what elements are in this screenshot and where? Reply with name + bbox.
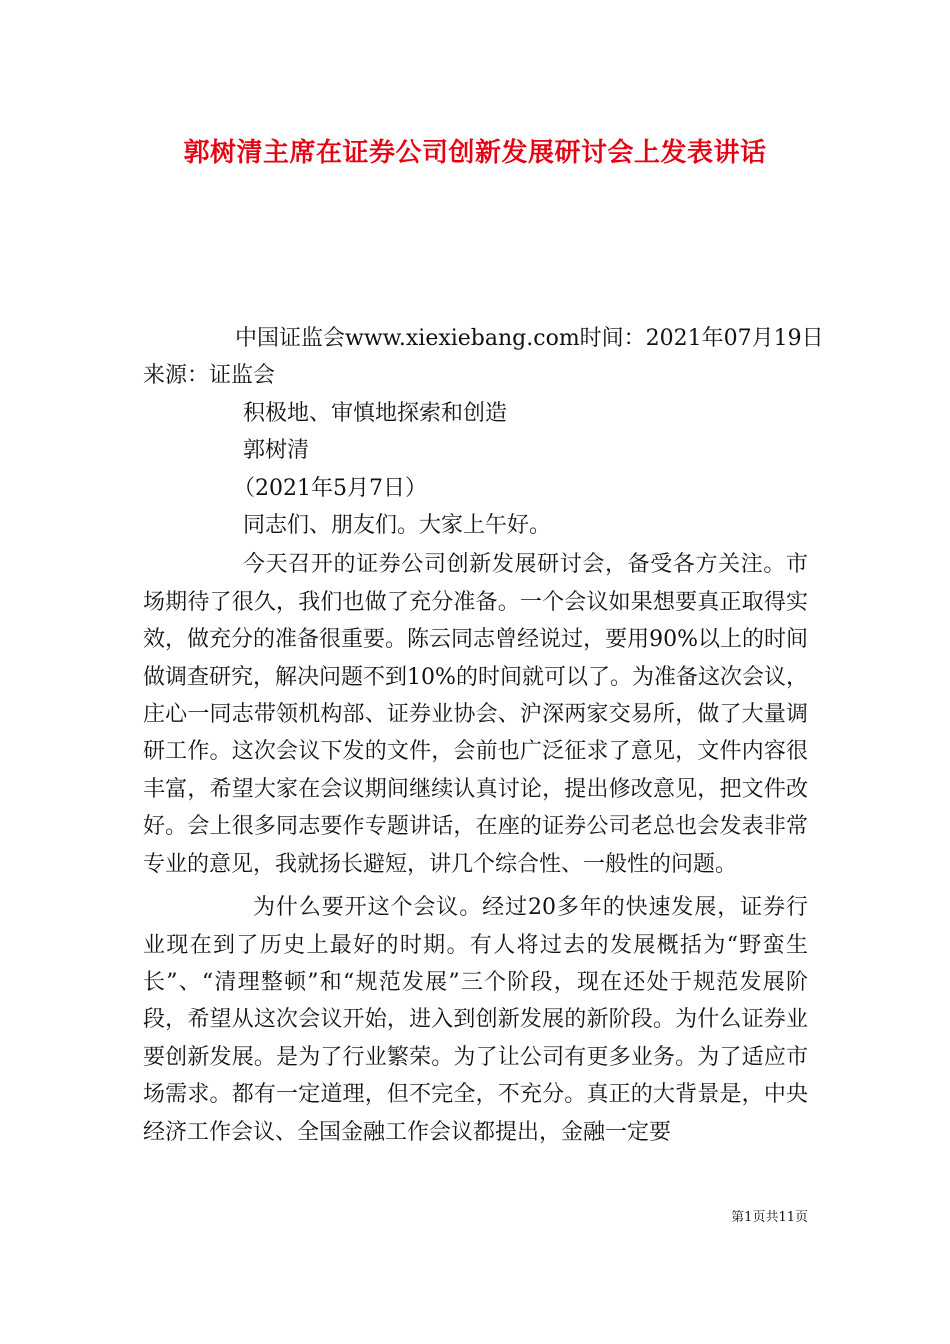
source-label-line: 来源：证监会 — [143, 363, 276, 389]
speech-date: （2021年5月7日） — [233, 475, 427, 501]
speech-greeting: 同志们、朋友们。大家上午好。 — [243, 513, 552, 539]
document-title: 郭树清主席在证券公司创新发展研讨会上发表讲话 — [183, 138, 767, 168]
body-paragraph: 为什么要开这个会议。经过20多年的快速发展，证券行业现在到了历史上最好的时期。有人将过去的发展概括为“野蛮生长”、“清理整顿”和“规范发展”三个阶段，现在还处于规范发展阶段，希望从这次会议开始，进入到创新发展的新阶段。为什么证券业要创新发展。是为了行业繁荣。为了让公司有更多业务。为了适应市场需求。都有一定道理，但不完全，不充分。真正的大背景是，中央经济工作会议、全国金融工作会议都提出，金融一定要 — [143, 895, 808, 1145]
speech-subtitle: 积极地、审慎地探索和创造 — [243, 400, 508, 426]
source-info-line: 中国证监会www.xiexiebang.com时间：2021年07月19日 — [235, 326, 824, 351]
speech-author: 郭树清 — [243, 438, 310, 464]
page-number: 第1页共11页 — [731, 1210, 808, 1225]
document-body — [143, 320, 824, 1151]
body-paragraph: 今天召开的证券公司创新发展研讨会，备受各方关注。市场期待了很久，我们也做了充分准备。一个会议如果想要真正取得实效，做充分的准备很重要。陈云同志曾经说过，要用90%以上的时间做调查研究，解决问题不到10%的时间就可以了。为准备这次会议，庄心一同志带领机构部、证券业协会、沪深两家交易所，做了大量调研工作。这次会议下发的文件，会前也广泛征求了意见，文件内容很丰富，希望大家在会议期间继续认真讨论，提出修改意见，把文件改好。会上很多同志要作专题讲话，在座的证券公司老总也会发表非常专业的意见，我就扬长避短，讲几个综合性、一般性的问题。 — [143, 552, 808, 877]
